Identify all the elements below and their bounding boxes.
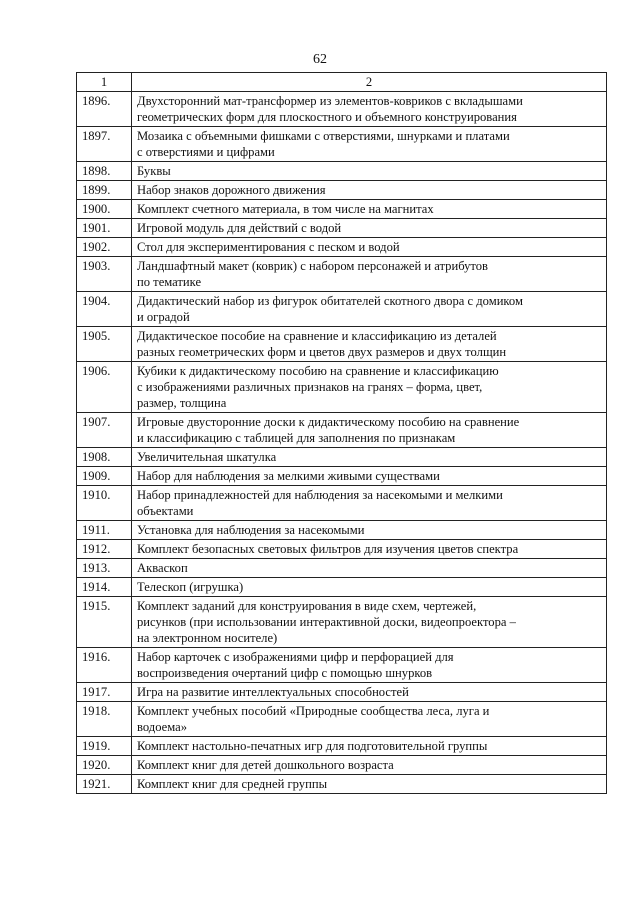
row-number: 1920. [77,756,132,775]
description-line: объектами [137,504,194,518]
description-line: и оградой [137,310,190,324]
description-line: Комплект книг для средней группы [137,777,328,791]
item-description [132,448,607,467]
table-row [77,540,607,559]
description-line: Акваскоп [137,561,188,575]
description-line: Дидактический набор из фигурок обитателей скотного двора с домиком [137,294,523,308]
item-description [132,127,607,162]
item-description [132,238,607,257]
table-row [77,200,607,219]
row-number: 1919. [77,737,132,756]
description-line: и классификацию с таблицей для заполнения по признакам [137,431,456,445]
table-row [77,327,607,362]
item-description [132,597,607,648]
table-body [77,92,607,794]
item-description [132,219,607,238]
description-line: с изображениями различных признаков на гранях – форма, цвет, [137,380,483,394]
item-description [132,737,607,756]
table-row [77,737,607,756]
row-number: 1904. [77,292,132,327]
description-line: геометрических форм для плоскостного и объемного конструирования [137,110,517,124]
description-line: Набор карточек с изображениями цифр и перфорацией для [137,650,454,664]
description-line: Комплект счетного материала, в том числе на магнитах [137,202,434,216]
description-line: Увеличительная шкатулка [137,450,277,464]
column-header-number: 1 [77,73,132,92]
description-line: с отверстиями и цифрами [137,145,275,159]
row-number: 1916. [77,648,132,683]
table-row [77,521,607,540]
description-line: Кубики к дидактическому пособию на сравнение и классификацию [137,364,499,378]
row-number: 1911. [77,521,132,540]
item-description [132,467,607,486]
row-number: 1901. [77,219,132,238]
description-line: воспроизведения очертаний цифр с помощью шнурков [137,666,433,680]
row-number: 1914. [77,578,132,597]
table-row [77,756,607,775]
description-line: разных геометрических форм и цветов двух размеров и двух толщин [137,345,507,359]
row-number: 1909. [77,467,132,486]
table-row [77,702,607,737]
table-row [77,92,607,127]
table-row [77,413,607,448]
description-line: Игра на развитие интеллектуальных способностей [137,685,409,699]
description-line: водоема» [137,720,188,734]
item-description [132,648,607,683]
table-row [77,467,607,486]
column-header-description: 2 [132,73,607,92]
description-line: рисунков (при использовании интерактивной доски, видеопроектора – [137,615,516,629]
row-number: 1912. [77,540,132,559]
item-description [132,200,607,219]
description-line: Мозаика с объемными фишками с отверстиями, шнурками и платами [137,129,510,143]
description-line: Комплект книг для детей дошкольного возраста [137,758,394,772]
item-description [132,292,607,327]
item-description [132,521,607,540]
table-row [77,448,607,467]
item-description [132,756,607,775]
row-number: 1897. [77,127,132,162]
description-line: Игровые двусторонние доски к дидактическому пособию на сравнение [137,415,520,429]
description-line: Буквы [137,164,171,178]
row-number: 1906. [77,362,132,413]
description-line: Двухсторонний мат-трансформер из элементов-ковриков с вкладышами [137,94,523,108]
page-number: 62 [313,52,327,67]
table-row [77,559,607,578]
table-row [77,162,607,181]
item-description [132,559,607,578]
row-number: 1908. [77,448,132,467]
row-number: 1917. [77,683,132,702]
description-line: по тематике [137,275,202,289]
table-row [77,648,607,683]
table-row [77,292,607,327]
description-line: Набор для наблюдения за мелкими живыми существами [137,469,440,483]
item-description [132,702,607,737]
description-line: размер, толщина [137,396,227,410]
description-line: Комплект безопасных световых фильтров для изучения цветов спектра [137,542,519,556]
table-row [77,578,607,597]
description-line: Ландшафтный макет (коврик) с набором персонажей и атрибутов [137,259,489,273]
item-description [132,413,607,448]
item-description [132,257,607,292]
table-row [77,683,607,702]
row-number: 1899. [77,181,132,200]
row-number: 1910. [77,486,132,521]
description-line: Комплект учебных пособий «Природные сообщества леса, луга и [137,704,490,718]
table-row [77,362,607,413]
row-number: 1921. [77,775,132,794]
description-line: Комплект заданий для конструирования в виде схем, чертежей, [137,599,477,613]
table-row [77,597,607,648]
table-row [77,257,607,292]
item-description [132,486,607,521]
row-number: 1898. [77,162,132,181]
table-row [77,238,607,257]
table-row [77,181,607,200]
description-line: Телескоп (игрушка) [137,580,244,594]
row-number: 1918. [77,702,132,737]
row-number: 1900. [77,200,132,219]
row-number: 1915. [77,597,132,648]
header-row [77,73,607,92]
row-number: 1905. [77,327,132,362]
item-description [132,181,607,200]
description-line: Набор знаков дорожного движения [137,183,326,197]
item-description [132,327,607,362]
row-number: 1907. [77,413,132,448]
description-line: Игровой модуль для действий с водой [137,221,342,235]
item-description [132,540,607,559]
document-table [76,72,607,794]
description-line: Стол для экспериментирования с песком и водой [137,240,400,254]
item-description [132,92,607,127]
description-line: на электронном носителе) [137,631,278,645]
description-line: Дидактическое пособие на сравнение и классификацию из деталей [137,329,497,343]
table-row [77,219,607,238]
row-number: 1903. [77,257,132,292]
item-description [132,578,607,597]
table-row [77,127,607,162]
item-description [132,775,607,794]
description-line: Набор принадлежностей для наблюдения за насекомыми и мелкими [137,488,503,502]
row-number: 1913. [77,559,132,578]
row-number: 1896. [77,92,132,127]
row-number: 1902. [77,238,132,257]
table-row [77,486,607,521]
description-line: Комплект настольно-печатных игр для подготовительной группы [137,739,488,753]
item-description [132,683,607,702]
item-description [132,162,607,181]
table-row [77,775,607,794]
item-description [132,362,607,413]
description-line: Установка для наблюдения за насекомыми [137,523,365,537]
